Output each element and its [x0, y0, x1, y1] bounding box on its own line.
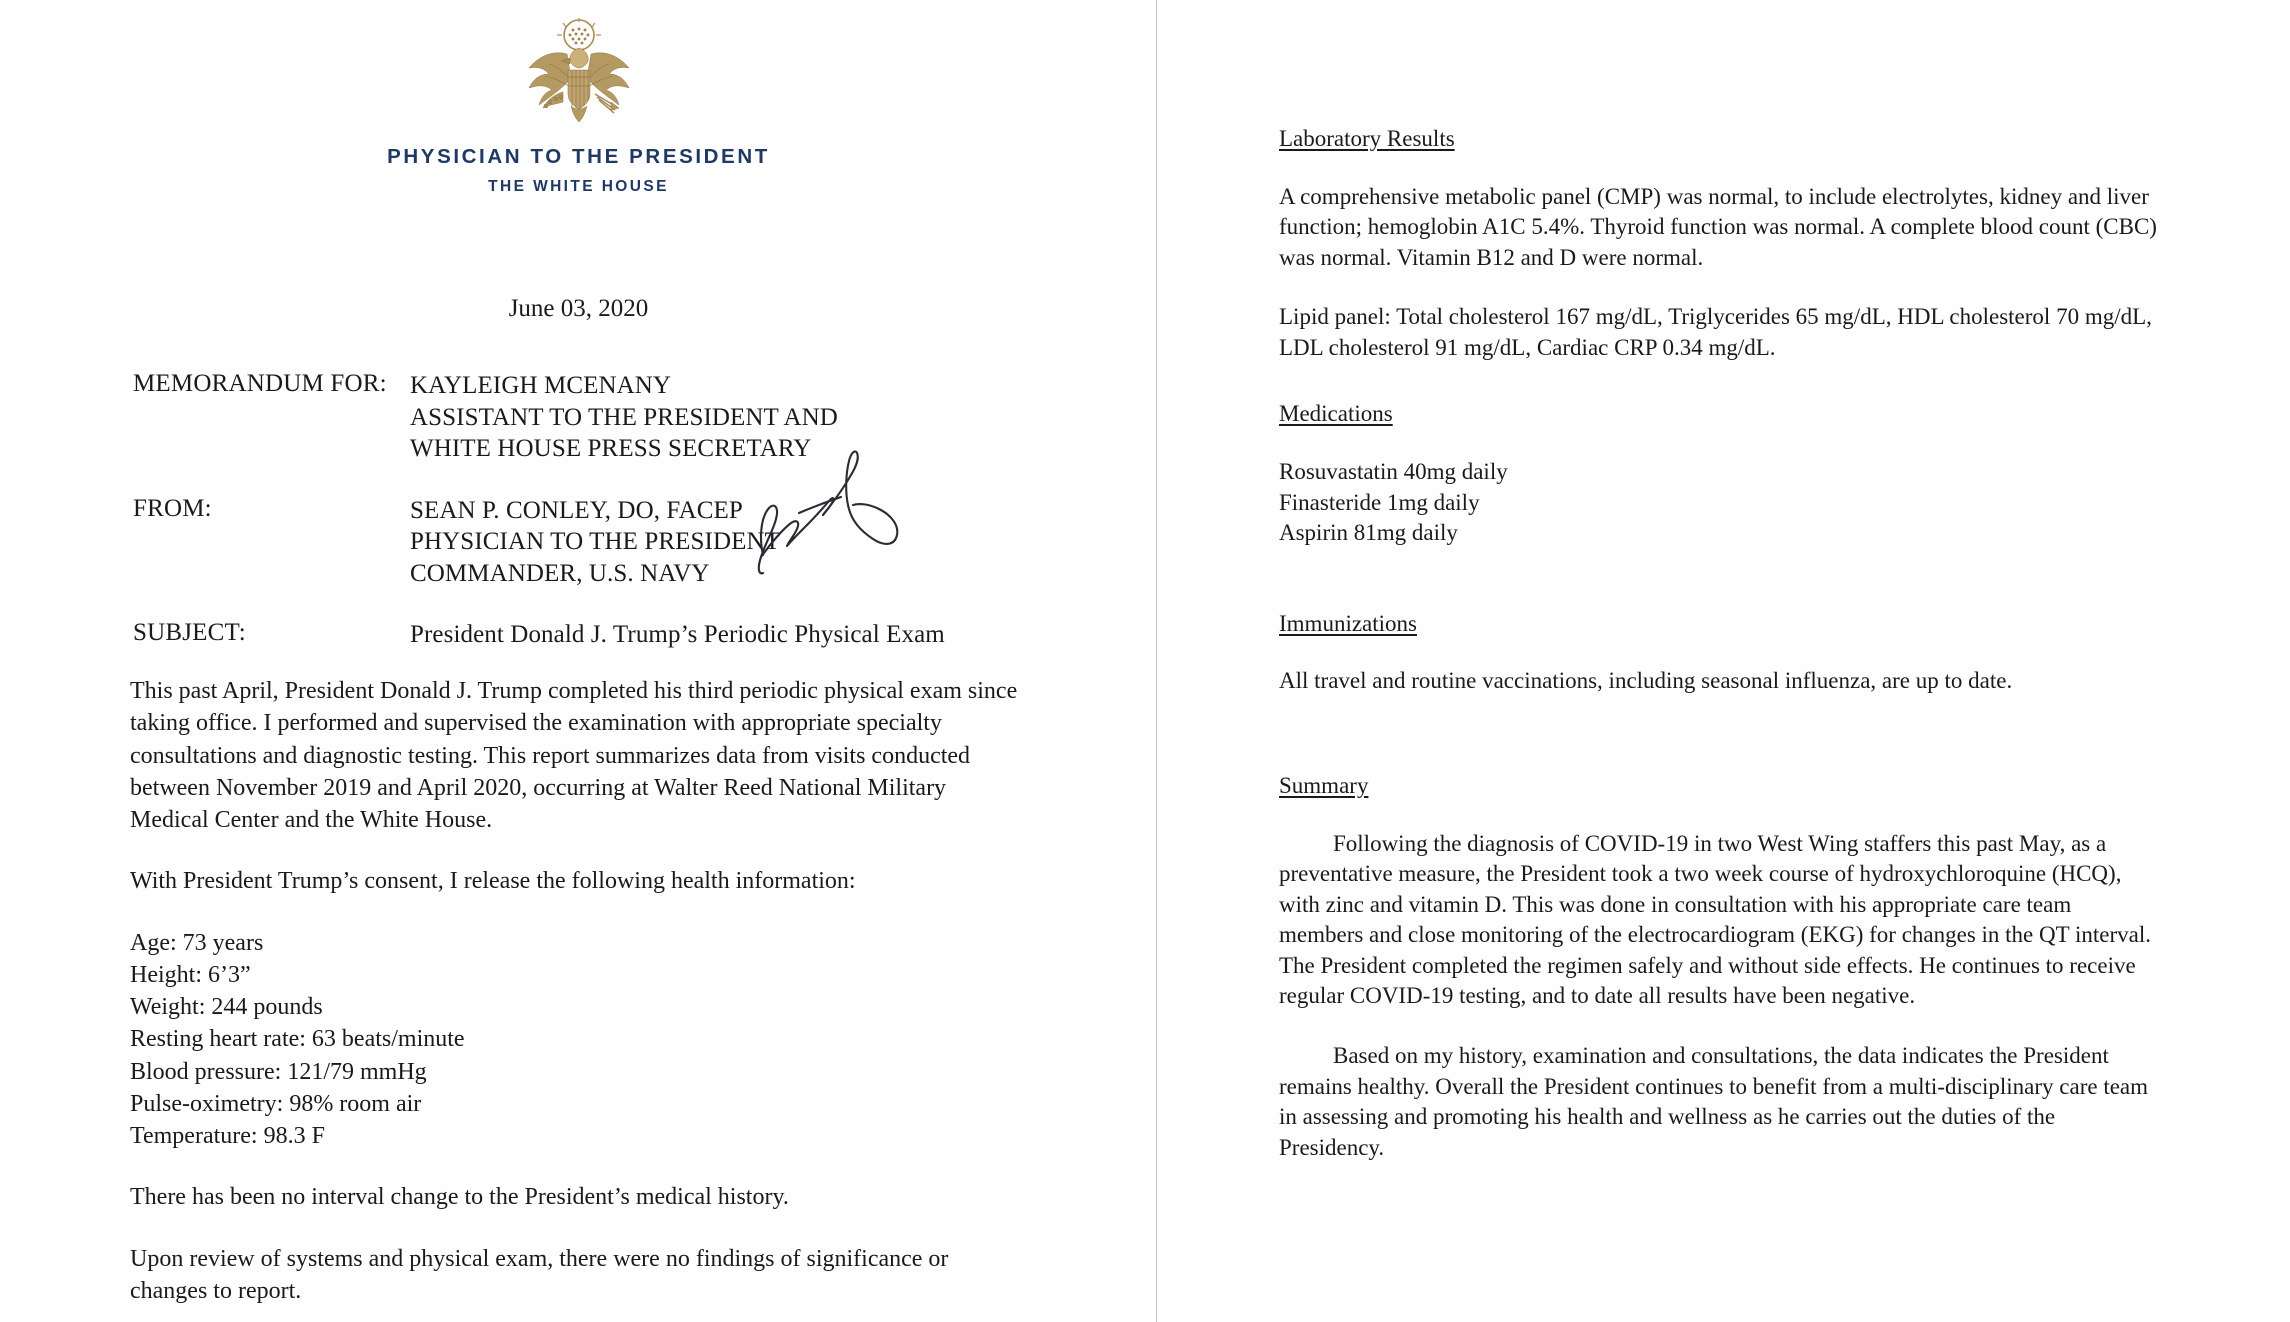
from-value [410, 495, 780, 590]
memorandum-for-value [410, 370, 838, 465]
recipient-name: KAYLEIGH MCENANY [410, 372, 672, 399]
memorandum-for-label: MEMORANDUM FOR: [133, 370, 387, 397]
from-label: FROM: [133, 494, 212, 522]
sender-name: SEAN P. CONLEY, DO, FACEP [410, 496, 743, 524]
laboratory-results-section [1279, 124, 2159, 363]
document-page-2 [1157, 0, 2290, 1322]
medications-list [1279, 457, 2159, 549]
vital-height: Height: 6’3” [130, 961, 251, 988]
exam-paragraph: Upon review of systems and physical exam, there were no findings of significance or changes to report. [130, 1245, 949, 1304]
letterhead-subtitle: THE WHITE HOUSE [488, 178, 669, 195]
from-row [133, 495, 1033, 590]
vital-heart-rate: Resting heart rate: 63 beats/minute [130, 1026, 465, 1053]
medication-item: Aspirin 81mg daily [1279, 520, 1458, 546]
summary-paragraph-2: Based on my history, examination and consultations, the data indicates the President remains healthy. Overall the President continues to benefit from a multi-disciplinary care team in assessing and promoting his health and wellness as he carries out the duties of the Presidency. [1279, 1042, 2149, 1160]
recipient-title-1: ASSISTANT TO THE PRESIDENT AND [410, 403, 838, 431]
vital-weight: Weight: 244 pounds [130, 994, 323, 1021]
subject-row [133, 619, 1033, 651]
letterhead [0, 18, 1157, 196]
page-divider [1156, 0, 1157, 1322]
immunizations-section [1279, 609, 2159, 697]
subject-label: SUBJECT: [133, 619, 246, 646]
sender-title-2: COMMANDER, U.S. NAVY [410, 559, 710, 587]
sender-title-1: PHYSICIAN TO THE PRESIDENT [410, 528, 780, 555]
laboratory-paragraph-2: Lipid panel: Total cholesterol 167 mg/dL, Triglycerides 65 mg/dL, HDL cholesterol 70 mg/dL, LDL cholesterol 91 mg/dL, Cardiac CRP 0.34 mg/dL. [1279, 304, 2152, 360]
summary-heading: Summary [1279, 772, 1369, 798]
laboratory-results-heading: Laboratory Results [1279, 126, 1455, 151]
subject-value: President Donald J. Trump’s Periodic Physical Exam [410, 621, 945, 648]
intro-paragraph: This past April, President Donald J. Trump completed his third periodic physical exam since taking office. I performed and supervised the examination with appropriate specialty consultations and diagnostic testing. This report summarizes data from visits conducted between November 2019 and April 2020, occurring at Walter Reed National Military Medical Center and the White House. [130, 678, 1018, 834]
history-paragraph: There has been no interval change to the President’s medical history. [130, 1184, 789, 1211]
medications-heading: Medications [1279, 401, 1393, 427]
vital-blood-pressure: Blood pressure: 121/79 mmHg [130, 1058, 427, 1085]
great-seal-eagle-icon [519, 18, 639, 123]
vital-pulse-oximetry: Pulse-oximetry: 98% room air [130, 1090, 422, 1117]
memorandum-for-row [133, 370, 1033, 465]
vitals-list [130, 927, 1030, 1153]
consent-paragraph: With President Trump’s consent, I release the following health information: [130, 868, 856, 895]
vital-temperature: Temperature: 98.3 F [130, 1123, 325, 1150]
medication-item: Finasteride 1mg daily [1279, 489, 1480, 515]
medications-section [1279, 399, 2159, 548]
medication-item: Rosuvastatin 40mg daily [1279, 459, 1508, 485]
summary-paragraph-1: Following the diagnosis of COVID-19 in two West Wing staffers this past May, as a preventative measure, the President took a two week course of hydroxychloroquine (HCQ), with zinc and vitamin D. This was done in consultation with his appropriate care team members and close monitoring of the electrocardiogram (EKG) for changes in the QT interval. The President completed the regimen safely and without side effects. He continues to receive regular COVID-19 testing, and to date all results have been negative. [1279, 830, 2152, 1009]
immunizations-paragraph: All travel and routine vaccinations, including seasonal influenza, are up to date. [1279, 668, 2013, 694]
memo-header-block [133, 370, 1033, 681]
page2-body [1279, 124, 2159, 1193]
immunizations-heading: Immunizations [1279, 610, 1417, 636]
recipient-title-2: WHITE HOUSE PRESS SECRETARY [410, 435, 812, 462]
vital-age: Age: 73 years [130, 929, 264, 956]
summary-section [1279, 771, 2159, 1163]
letterhead-title: PHYSICIAN TO THE PRESIDENT [387, 145, 770, 168]
memo-date: June 03, 2020 [508, 295, 649, 322]
page1-body [130, 675, 1030, 1307]
laboratory-paragraph-1: A comprehensive metabolic panel (CMP) was normal, to include electrolytes, kidney and liver function; hemoglobin A1C 5.4%. Thyroid function was normal. A complete blood count (CBC) was normal. Vitamin B12 and D were normal. [1279, 183, 2157, 270]
